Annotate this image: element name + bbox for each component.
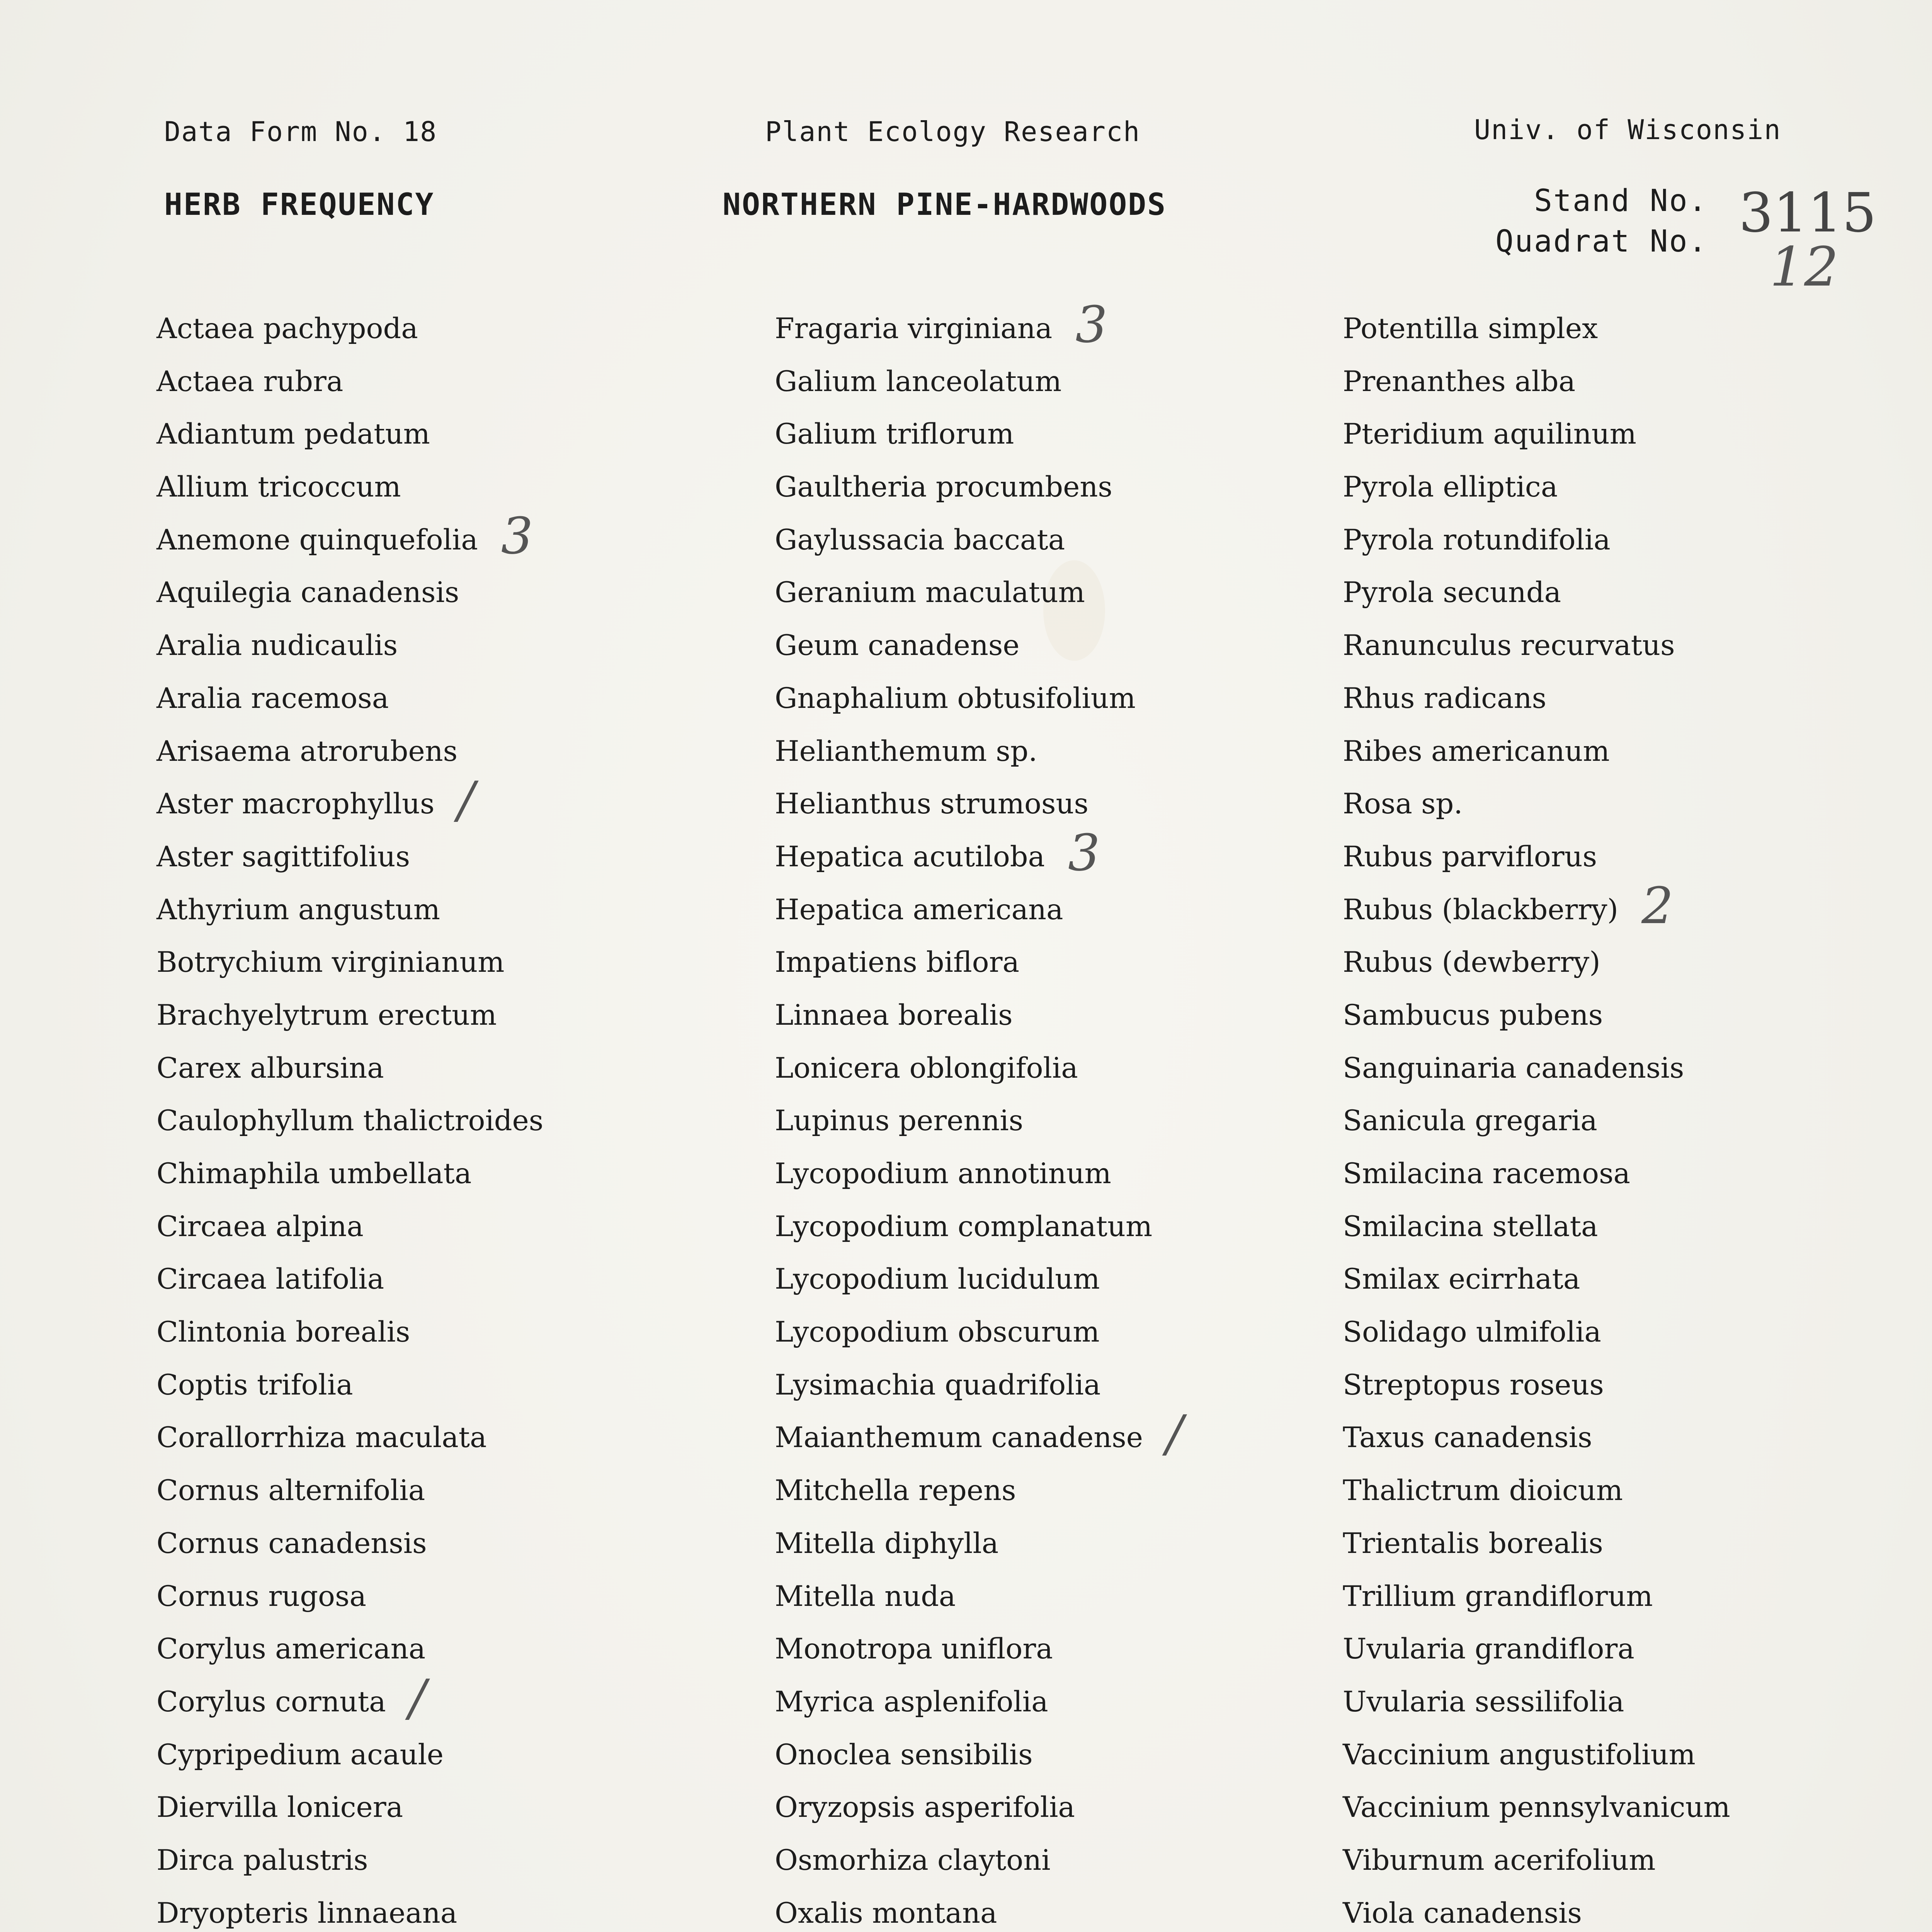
species-row <box>1343 1780 1922 1833</box>
species-name: Viola canadensis <box>1343 1896 1582 1930</box>
species-name: Onoclea sensibilis <box>775 1738 1033 1771</box>
quadrat-number-label: Quadrat No. <box>1495 224 1708 259</box>
species-row <box>775 460 1354 513</box>
frequency-mark: 2 <box>1641 876 1673 935</box>
species-name: Aralia racemosa <box>156 682 389 715</box>
species-name: Aster sagittifolius <box>156 840 410 873</box>
species-name: Hepatica acutiloba <box>775 840 1045 873</box>
species-row <box>775 407 1354 460</box>
species-row <box>1343 1094 1922 1146</box>
species-name: Gnaphalium obtusifolium <box>775 682 1136 715</box>
species-name: Lupinus perennis <box>775 1104 1024 1138</box>
species-row <box>775 1463 1354 1516</box>
species-row <box>775 1675 1354 1728</box>
research-label: Plant Ecology Research <box>765 116 1141 148</box>
species-name: Streptopus roseus <box>1343 1368 1604 1401</box>
species-row <box>156 1833 736 1886</box>
species-name: Fragaria virginiana <box>775 312 1053 345</box>
species-row <box>156 1886 736 1932</box>
species-row <box>156 1622 736 1675</box>
species-name: Actaea pachypoda <box>156 312 418 345</box>
species-name: Maianthemum canadense <box>775 1421 1143 1454</box>
species-name: Caulophyllum thalictroides <box>156 1104 544 1138</box>
species-row <box>156 988 736 1041</box>
species-name: Rubus (blackberry) <box>1343 893 1619 926</box>
species-name: Circaea latifolia <box>156 1263 384 1296</box>
frequency-mark: 3 <box>501 506 533 565</box>
species-row <box>1343 1516 1922 1569</box>
species-name: Arisaema atrorubens <box>156 735 458 768</box>
species-row <box>775 1886 1354 1932</box>
species-name: Aralia nudicaulis <box>156 629 398 662</box>
species-row <box>156 618 736 671</box>
species-row <box>775 724 1354 777</box>
species-row <box>775 513 1354 566</box>
species-name: Mitella nuda <box>775 1580 956 1613</box>
species-name: Pteridium aquilinum <box>1343 418 1636 451</box>
species-row <box>156 1305 736 1358</box>
species-name: Corallorrhiza maculata <box>156 1421 487 1454</box>
species-row <box>775 565 1354 618</box>
species-name: Lycopodium annotinum <box>775 1157 1111 1190</box>
species-row <box>1343 1622 1922 1675</box>
species-row <box>156 1410 736 1463</box>
species-column-2 <box>775 295 1354 1932</box>
species-row <box>156 1094 736 1146</box>
species-row <box>156 935 736 988</box>
species-name: Lycopodium lucidulum <box>775 1263 1100 1296</box>
species-row <box>775 1622 1354 1675</box>
species-row <box>156 1358 736 1411</box>
species-row <box>1343 513 1922 566</box>
species-row <box>775 295 1354 354</box>
species-name: Solidago ulmifolia <box>1343 1316 1601 1349</box>
species-row <box>1343 671 1922 724</box>
species-row <box>1343 1675 1922 1728</box>
species-name: Smilacina stellata <box>1343 1210 1598 1243</box>
species-row <box>156 1463 736 1516</box>
species-name: Oxalis montana <box>775 1896 997 1930</box>
species-name: Galium lanceolatum <box>775 365 1062 398</box>
species-name: Diervilla lonicera <box>156 1791 403 1824</box>
species-name: Linnaea borealis <box>775 998 1013 1032</box>
species-name: Rosa sp. <box>1343 787 1463 821</box>
species-name: Uvularia sessilifolia <box>1343 1685 1624 1718</box>
species-name: Mitchella repens <box>775 1474 1016 1507</box>
species-row <box>1343 1146 1922 1199</box>
species-row <box>156 301 736 354</box>
species-row <box>1343 988 1922 1041</box>
species-name: Cornus rugosa <box>156 1580 366 1613</box>
species-row <box>1343 565 1922 618</box>
species-name: Geranium maculatum <box>775 576 1085 609</box>
species-row <box>1343 1463 1922 1516</box>
species-name: Carex albursina <box>156 1051 384 1085</box>
species-name: Oryzopsis asperifolia <box>775 1791 1075 1824</box>
species-name: Mitella diphylla <box>775 1527 999 1560</box>
species-name: Coptis trifolia <box>156 1368 353 1401</box>
species-name: Brachyelytrum erectum <box>156 998 497 1032</box>
species-row <box>156 506 736 566</box>
species-row <box>1343 1305 1922 1358</box>
species-row <box>775 1833 1354 1886</box>
species-row <box>156 1199 736 1252</box>
species-row <box>1343 1358 1922 1411</box>
species-name: Anemone quinquefolia <box>156 523 478 556</box>
species-row <box>1343 777 1922 830</box>
species-name: Pyrola elliptica <box>1343 471 1558 504</box>
species-row <box>775 1252 1354 1305</box>
species-name: Helianthemum sp. <box>775 735 1037 768</box>
species-row <box>1343 724 1922 777</box>
species-row <box>775 988 1354 1041</box>
species-row <box>775 883 1354 935</box>
species-row <box>156 565 736 618</box>
species-name: Galium triflorum <box>775 418 1014 451</box>
species-row <box>775 1305 1354 1358</box>
species-row <box>1343 1833 1922 1886</box>
species-name: Hepatica americana <box>775 893 1063 926</box>
species-row <box>156 883 736 935</box>
species-name: Pyrola secunda <box>1343 576 1561 609</box>
form-number: Data Form No. 18 <box>164 116 437 148</box>
species-name: Rhus radicans <box>1343 682 1547 715</box>
species-name: Dryopteris linnaeana <box>156 1896 457 1930</box>
species-name: Cypripedium acaule <box>156 1738 444 1771</box>
species-name: Dirca palustris <box>156 1844 368 1877</box>
species-name: Athyrium angustum <box>156 893 440 926</box>
species-row <box>1343 830 1922 883</box>
species-name: Aster macrophyllus <box>156 787 435 821</box>
species-row <box>156 770 736 830</box>
species-name: Smilax ecirrhata <box>1343 1263 1580 1296</box>
species-row <box>775 1094 1354 1146</box>
species-row <box>156 1569 736 1622</box>
species-name: Lycopodium complanatum <box>775 1210 1153 1243</box>
species-row <box>1343 1252 1922 1305</box>
species-row <box>1343 1041 1922 1094</box>
species-name: Potentilla simplex <box>1343 312 1598 345</box>
species-column-3 <box>1343 301 1922 1932</box>
species-row <box>156 460 736 513</box>
species-column-1 <box>156 301 736 1932</box>
species-row <box>156 354 736 407</box>
stand-number-label: Stand No. <box>1534 184 1708 218</box>
species-name: Ranunculus recurvatus <box>1343 629 1675 662</box>
species-row <box>775 1728 1354 1781</box>
species-row <box>1343 354 1922 407</box>
species-name: Uvularia grandiflora <box>1343 1633 1634 1666</box>
community-title: NORTHERN PINE-HARDWOODS <box>723 187 1167 222</box>
species-row <box>775 777 1354 830</box>
species-name: Thalictrum dioicum <box>1343 1474 1623 1507</box>
species-row <box>1343 407 1922 460</box>
species-row <box>156 830 736 883</box>
frequency-mark: / <box>457 770 475 830</box>
species-name: Viburnum acerifolium <box>1343 1844 1656 1877</box>
species-row <box>775 935 1354 988</box>
species-name: Myrica asplenifolia <box>775 1685 1048 1718</box>
species-name: Actaea rubra <box>156 365 344 398</box>
species-name: Trientalis borealis <box>1343 1527 1603 1560</box>
species-name: Clintonia borealis <box>156 1316 410 1349</box>
species-name: Rubus (dewberry) <box>1343 946 1600 979</box>
species-row <box>1343 876 1922 935</box>
species-row <box>1343 301 1922 354</box>
species-name: Smilacina racemosa <box>1343 1157 1631 1190</box>
species-name: Pyrola rotundifolia <box>1343 523 1611 556</box>
species-row <box>1343 1569 1922 1622</box>
species-name: Gaultheria procumbens <box>775 471 1112 504</box>
species-name: Lysimachia quadrifolia <box>775 1368 1101 1401</box>
species-name: Circaea alpina <box>156 1210 364 1243</box>
species-name: Corylus cornuta <box>156 1685 386 1718</box>
species-name: Ribes americanum <box>1343 735 1610 768</box>
species-name: Impatiens biflora <box>775 946 1020 979</box>
species-name: Monotropa uniflora <box>775 1633 1053 1666</box>
species-row <box>156 1146 736 1199</box>
species-name: Corylus americana <box>156 1633 426 1666</box>
species-name: Sanicula gregaria <box>1343 1104 1597 1138</box>
species-row <box>775 1569 1354 1622</box>
species-row <box>775 618 1354 671</box>
species-row <box>775 671 1354 724</box>
species-row <box>156 1516 736 1569</box>
species-name: Trillium grandiflorum <box>1343 1580 1653 1613</box>
quadrat-number-value: 12 <box>1770 236 1839 299</box>
species-row <box>156 1780 736 1833</box>
species-name: Lonicera oblongifolia <box>775 1051 1078 1085</box>
frequency-mark: / <box>409 1668 426 1727</box>
species-name: Sanguinaria canadensis <box>1343 1051 1684 1085</box>
species-name: Cornus canadensis <box>156 1527 427 1560</box>
frequency-mark: 3 <box>1075 295 1107 354</box>
species-name: Geum canadense <box>775 629 1020 662</box>
species-name: Vaccinium pennsylvanicum <box>1343 1791 1730 1824</box>
species-row <box>1343 460 1922 513</box>
species-row <box>156 1041 736 1094</box>
species-name: Prenanthes alba <box>1343 365 1576 398</box>
species-name: Aquilegia canadensis <box>156 576 459 609</box>
species-row <box>775 1199 1354 1252</box>
species-name: Lycopodium obscurum <box>775 1316 1100 1349</box>
species-name: Botrychium virginianum <box>156 946 505 979</box>
species-name: Rubus parviflorus <box>1343 840 1597 873</box>
form-title: HERB FREQUENCY <box>164 187 435 222</box>
species-row <box>156 1668 736 1728</box>
species-row <box>1343 1199 1922 1252</box>
species-row <box>775 1358 1354 1411</box>
species-row <box>775 1041 1354 1094</box>
species-name: Osmorhiza claytoni <box>775 1844 1051 1877</box>
species-row <box>775 354 1354 407</box>
species-name: Sambucus pubens <box>1343 998 1603 1032</box>
species-row <box>156 407 736 460</box>
species-row <box>156 1252 736 1305</box>
species-name: Helianthus strumosus <box>775 787 1088 821</box>
species-row <box>775 823 1354 883</box>
species-name: Cornus alternifolia <box>156 1474 425 1507</box>
species-row <box>775 1146 1354 1199</box>
species-row <box>1343 1410 1922 1463</box>
species-name: Gaylussacia baccata <box>775 523 1065 556</box>
frequency-mark: 3 <box>1068 823 1100 882</box>
frequency-mark: / <box>1166 1404 1183 1463</box>
species-name: Vaccinium angustifolium <box>1343 1738 1696 1771</box>
species-row <box>1343 618 1922 671</box>
university-label: Univ. of Wisconsin <box>1474 114 1781 146</box>
species-row <box>775 1780 1354 1833</box>
species-name: Adiantum pedatum <box>156 418 430 451</box>
species-row <box>1343 1728 1922 1781</box>
species-name: Allium tricoccum <box>156 471 401 504</box>
species-row <box>1343 935 1922 988</box>
species-row <box>156 671 736 724</box>
stand-number-value: 3115 <box>1739 182 1877 245</box>
species-name: Chimaphila umbellata <box>156 1157 472 1190</box>
species-name: Taxus canadensis <box>1343 1421 1592 1454</box>
species-row <box>156 1728 736 1781</box>
species-row <box>775 1516 1354 1569</box>
species-row <box>156 724 736 777</box>
species-row <box>1343 1886 1922 1932</box>
species-row <box>775 1404 1354 1463</box>
